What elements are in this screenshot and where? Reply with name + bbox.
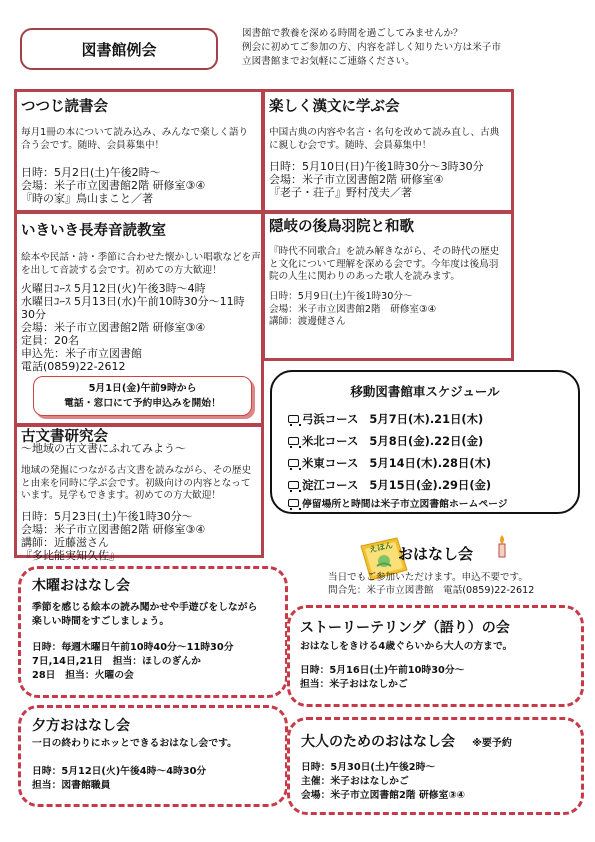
ohanashi-info	[328, 572, 534, 597]
ondoku-wednesday: 30分	[21, 308, 46, 321]
oki-desc	[269, 246, 499, 284]
bus-title: 移動図書館車スケジュール	[350, 384, 500, 399]
storytelling-info	[300, 664, 464, 692]
tsutsuji-book: 『時の家』鳥山まこと／著	[21, 192, 153, 205]
oki-lecturer: 講師：渡邊健さん	[269, 316, 346, 327]
reservation-notice	[33, 376, 252, 416]
oki-title: 隠岐の後鳥羽院と和歌	[269, 219, 414, 235]
bus-dates: 5月14日(木).28日(木)	[369, 456, 492, 470]
kanbun-box	[262, 89, 514, 213]
ohanashi-title: おはなし会	[398, 545, 474, 563]
bus-note-text: 停留場所と時間は米子市立図書館ホームページ	[302, 499, 508, 510]
ohanashi-line: 当日でもご参加いただけます。申込不要です。	[328, 572, 528, 583]
komonjo-book: 『多比能実知久佐』	[21, 549, 120, 562]
intro-line: 立図書館までお気軽にご連絡ください。	[242, 56, 415, 67]
ondoku-tuesday: 火曜日ｺｰｽ 5月12日(火)午後3時～4時	[21, 282, 206, 295]
desc-line: と文化について理解を深める会です。今年度は後鳥羽	[269, 258, 499, 270]
tsutsuji-desc	[21, 127, 248, 152]
komonjo-date: 日時：5月23日(土)午後1時30分～	[21, 510, 193, 523]
page-title	[20, 28, 218, 70]
bus-course: 米北コース	[302, 434, 359, 448]
ondoku-apply: 申込先：米子市立図書館	[21, 347, 142, 360]
ohanashi-line: 問合先：米子市立図書館 電話(0859)22-2612	[328, 584, 535, 596]
candle-svg	[495, 534, 509, 560]
bus-route-row	[288, 433, 483, 449]
bus-course: 弓浜コース	[302, 412, 359, 426]
bus-icon	[288, 437, 299, 445]
ondoku-venue: 会場：米子市立図書館2階 研修室③④	[21, 321, 206, 334]
picture-book-label: えほん	[368, 540, 394, 555]
mokuyou-info	[32, 641, 234, 683]
desc-line: と由来を同時に学ぶ会です。初級向けの内容となって	[21, 477, 251, 489]
desc-line: 季節を感じる絵本の読み聞かせや手遊びをしながら	[32, 602, 258, 613]
kanbun-book: 『老子・荘子』野村茂夫／著	[269, 186, 412, 199]
page-title-text: 図書館例会	[81, 40, 157, 59]
oki-date: 日時：5月9日(土)午後1時30分～	[269, 291, 413, 302]
kanbun-venue: 会場：米子市立図書館2階 研修室④	[269, 173, 444, 186]
desc-line: 『時代不同歌合』を読み解きながら、その時代の歴史	[269, 246, 500, 257]
bus-dates: 5月7日(木).21日(木)	[369, 412, 484, 426]
oki-box	[262, 211, 514, 361]
ondoku-title: いきいき長寿音読教室	[21, 223, 166, 239]
yugata-title: 夕方おはなし会	[32, 718, 130, 734]
bus-course: 淀江コース	[302, 478, 359, 492]
bus-dates: 5月15日(金).29日(金)	[369, 478, 492, 492]
desc-line: 合う会です。随時、会員募集中！	[21, 139, 165, 151]
otona-title: 大人のためのおはなし会	[301, 734, 455, 750]
ondoku-desc	[21, 252, 261, 277]
mokuyou-date: 日時：毎週木曜日午前10時40分～11時30分	[32, 642, 234, 653]
mokuyou-title: 木曜おはなし会	[32, 578, 130, 594]
oki-info	[269, 291, 436, 329]
bus-course: 米東コース	[302, 456, 359, 470]
mokuyou-desc	[32, 601, 257, 629]
bus-route-row	[288, 455, 491, 471]
komonjo-subtitle: ～地域の古文書にふれてみよう～	[21, 442, 186, 455]
bus-stop-icon	[288, 499, 299, 507]
adult-storytime-box	[287, 717, 584, 815]
komonjo-title: 古文書研究会	[21, 429, 108, 445]
otona-venue: 会場：米子市立図書館2階 研修室③④	[301, 790, 465, 801]
tsutsuji-venue: 会場：米子市立図書館2階 研修室③④	[21, 179, 206, 192]
kanbun-title: 楽しく漢文に学ぶ会	[269, 99, 400, 115]
storytelling-box	[287, 605, 584, 707]
yugata-desc: 一日の終わりにホッとできるおはなし会です。	[32, 738, 237, 749]
ondoku-capacity: 定員：20名	[21, 334, 79, 347]
komonjo-venue: 会場：米子市立図書館2階 研修室③④	[21, 523, 206, 536]
kanbun-date: 日時：5月10日(日)午後1時30分～3時30分	[269, 160, 484, 173]
otona-reservation-tag: ※要予約	[472, 738, 512, 749]
mobile-library-schedule	[270, 370, 580, 514]
tsutsuji-info	[21, 166, 205, 205]
intro-line: 図書館で教養を深める時間を過ごしてみませんか？	[242, 28, 463, 39]
desc-line: 中国古典の内容や名言・名句を改めて読み直し、古典	[269, 127, 500, 138]
intro-text	[242, 27, 587, 69]
bus-route-row	[288, 477, 491, 493]
ondoku-info	[21, 282, 245, 373]
desc-line: 楽しい時間をすごしましょう。	[32, 616, 170, 627]
desc-line: 地域の発掘につながる古文書を読みながら、その歴史	[21, 465, 252, 476]
otona-date: 日時：5月30日(土)午後2時～	[301, 762, 436, 773]
komonjo-desc	[21, 465, 251, 503]
notice-line: 5月1日(金)午前9時から	[88, 383, 197, 394]
otona-header	[301, 731, 512, 751]
storytelling-date: 日時：5月16日(土)午前10時30分～	[300, 665, 465, 676]
notice-line: 電話・窓口にて予約申込みを開始！	[64, 398, 221, 409]
otona-host: 主催：米子おはなしかご	[301, 776, 409, 787]
ondoku-wednesday: 水曜日ｺｰｽ 5月13日(水)午前10時30分～11時	[21, 295, 245, 308]
intro-line: 例会に初めてご参加の方、内容を詳しく知りたい方は米子市	[242, 42, 502, 53]
kanbun-info	[269, 160, 484, 199]
mokuyou-line: 28日 担当：火曜の会	[32, 670, 134, 681]
desc-line: を出して音読する会です。初めての方大歓迎！	[21, 264, 222, 276]
desc-line: 院の人生に関わりのあった歌人を読みます。	[269, 271, 461, 282]
desc-line: います。見学もできます。初めての方大歓迎！	[21, 490, 221, 501]
bus-icon	[288, 459, 299, 467]
ondoku-tel: 電話(0859)22-2612	[21, 360, 126, 373]
bus-note	[288, 496, 508, 510]
desc-line: 毎月1冊の本について読み込み、みんなで楽しく語り	[21, 127, 249, 138]
bus-route-row	[288, 411, 483, 427]
evening-storytime-box	[18, 705, 288, 807]
komonjo-lecturer: 講師：近藤滋さん	[21, 536, 109, 549]
yugata-info	[32, 765, 206, 793]
storytelling-title: ストーリーテリング（語り）の会	[300, 620, 510, 636]
candle-icon	[495, 534, 509, 560]
desc-line: に親しむ会です。随時、会員募集中！	[269, 139, 432, 151]
bus-icon	[288, 481, 299, 489]
bus-icon	[288, 415, 299, 423]
komonjo-info	[21, 510, 205, 562]
yugata-date: 日時：5月12日(火)午後4時～4時30分	[32, 766, 207, 777]
tsutsuji-date: 日時：5月2日(土)午後2時～	[21, 166, 161, 179]
oki-venue: 会場：米子市立図書館2階 研修室③④	[269, 303, 437, 315]
storytelling-staff: 担当：米子おはなしかご	[300, 679, 408, 690]
tsutsuji-title: つつじ読書会	[21, 99, 108, 115]
yugata-staff: 担当：図書館職員	[32, 780, 111, 791]
tsutsuji-box	[14, 89, 264, 213]
komonjo-box	[14, 424, 264, 562]
mokuyou-line: 7日,14日,21日 担当：ほしのぎんか	[32, 656, 201, 667]
otona-info	[301, 761, 465, 803]
kanbun-desc	[269, 127, 499, 152]
desc-line: 絵本や民話・詩・季節に合わせた懐かしい唱歌などを声	[21, 252, 261, 263]
storytelling-desc: おはなしをきける4歳ぐらいから大人の方まで。	[300, 641, 513, 652]
bus-dates: 5月8日(金).22日(金)	[369, 434, 484, 448]
thursday-storytime-box	[18, 566, 288, 698]
